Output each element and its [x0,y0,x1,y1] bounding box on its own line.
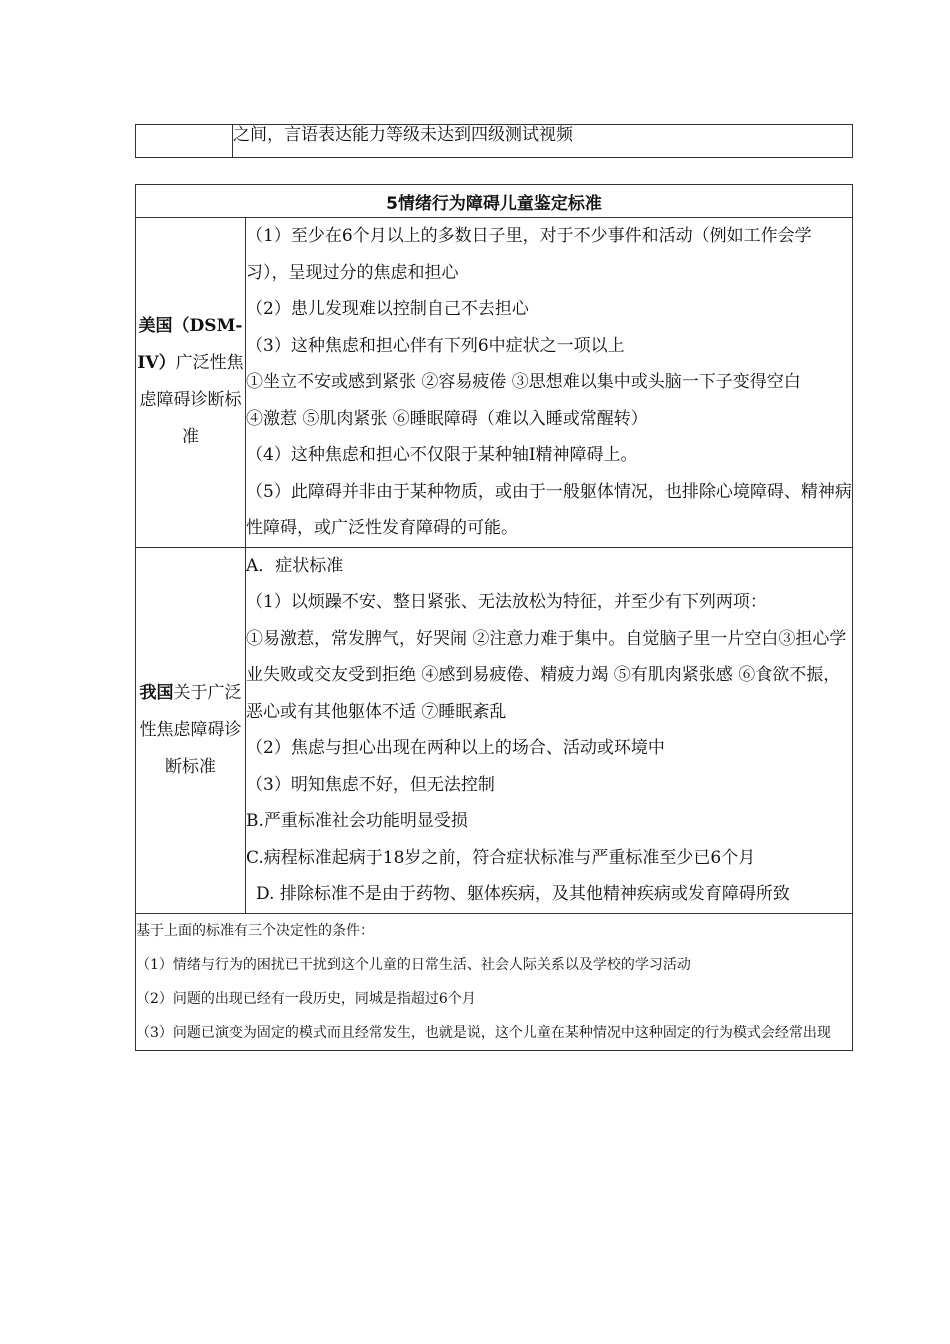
china-item: B.严重标准社会功能明显受损 [246,811,468,831]
china-item: D. 排除标准不是由于药物、躯体疾病，及其他精神疾病或发育障碍所致 [256,884,790,904]
china-label-bold: 我国 [139,682,174,703]
summary-conditions [136,913,853,1050]
usa-label-rest: 广泛性焦虑障碍诊断标准 [139,353,244,448]
usa-item: （1）至少在6个月以上的多数日子里，对于不少事件和活动（例如工作会学习），呈现过分的焦虑和担心 [246,226,812,283]
summary-item: （2）问题的出现已经有一段历史，同城是指超过6个月 [136,990,476,1007]
usa-item: （5）此障碍并非由于某种物质，或由于一般躯体情况，也排除心境障碍、精神病性障碍，或广泛性发育障碍的可能。 [246,481,852,538]
china-criteria-content [246,547,853,913]
usa-item: ①坐立不安或感到紧张 ②容易疲倦 ③思想难以集中或头脑一下子变得空白 [246,372,801,392]
usa-item: （2）患儿发现难以控制自己不去担心 [246,299,529,319]
summary-intro: 基于上面的标准有三个决定性的条件： [136,922,374,939]
usa-item: （4）这种焦虑和担心不仅限于某种轴Ⅰ精神障碍上。 [246,445,638,465]
continued-table [135,124,853,158]
china-item: （1）以烦躁不安、整日紧张、无法放松为特征，并至少有下列两项： [246,592,767,612]
summary-item: （1）情绪与行为的困扰已干扰到这个儿童的日常生活、社会人际关系以及学校的学习活动 [136,956,691,973]
usa-item: （3）这种焦虑和担心伴有下列6中症状之一项以上 [246,335,625,356]
empty-cell [136,125,233,158]
usa-criteria-label [136,218,246,548]
usa-criteria-content [246,218,853,548]
china-item: C.病程标准起病于18岁之前，符合症状标准与严重标准至少已6个月 [246,847,756,868]
china-item: ①易激惹，常发脾气，好哭闹 ②注意力难于集中。自觉脑子里一片空白③担心学业失败或交友受到拒绝 ④感到易疲倦、精疲力竭 ⑤有肌肉紧张感 ⑥食欲不振，恶心或有其他躯体不适 ⑦睡眠紊乱 [246,628,847,722]
criteria-table [135,184,853,1051]
usa-label-bold: 美国（DSM-IV） [137,316,243,374]
china-item: A．症状标准 [246,555,344,576]
china-label-rest: 关于广泛性焦虑障碍诊断标准 [139,682,242,777]
china-criteria-label [136,547,246,913]
usa-item: ④激惹 ⑤肌肉紧张 ⑥睡眠障碍（难以入睡或常醒转） [246,408,648,429]
continued-text: 之间，言语表达能力等级未达到四级测试视频 [233,125,853,158]
china-item: （3）明知焦虑不好，但无法控制 [246,774,495,795]
summary-item: （3）问题已演变为固定的模式而且经常发生，也就是说，这个儿童在某种情况中这种固定的行为模式会经常出现 [136,1024,831,1041]
table-title: 5情绪行为障碍儿童鉴定标准 [136,185,853,218]
china-item: （2）焦虑与担心出现在两种以上的场合、活动或环境中 [246,738,665,758]
